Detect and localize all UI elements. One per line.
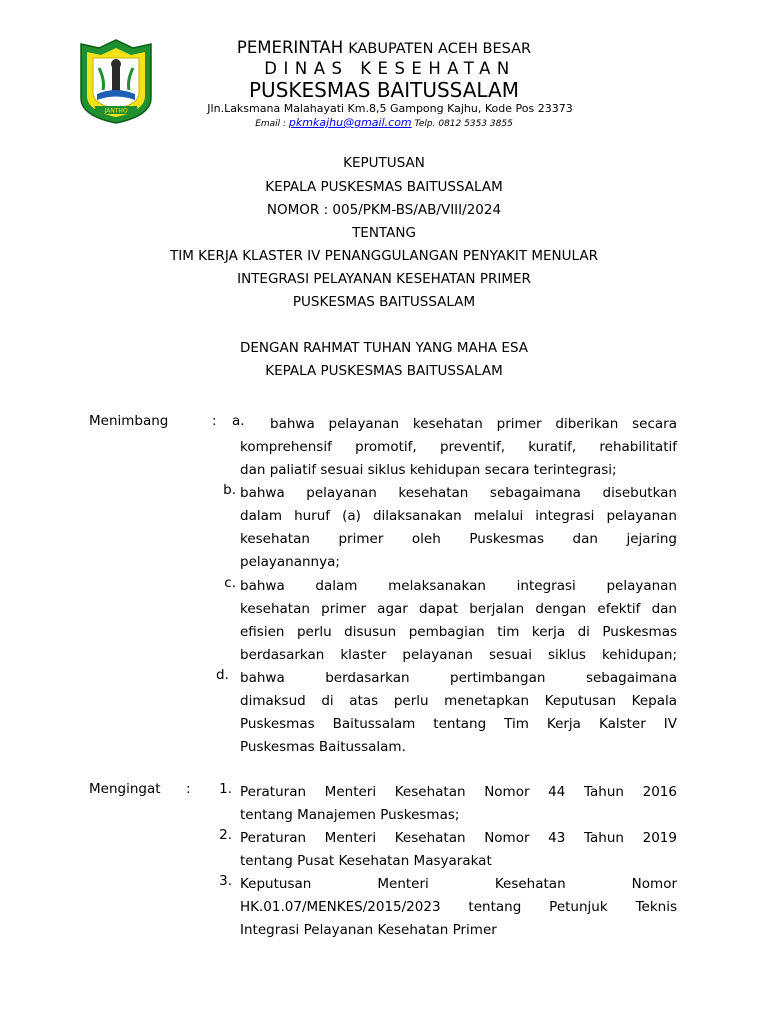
menimbang-label: Menimbang	[89, 413, 169, 429]
header-line-1	[0, 38, 768, 57]
menimbang-b-line-4: pelayanannya;	[240, 554, 340, 570]
menimbang-item-d	[240, 667, 677, 759]
mengingat-3-line-3: Integrasi Pelayanan Kesehatan Primer	[240, 922, 497, 938]
menimbang-c-line-4: berdasarkan klaster pelayanan sesuai siklus kehidupan;	[240, 647, 677, 663]
menimbang-b-line-2: dalam huruf (a) dilaksanakan melalui integrasi pelayanan	[240, 508, 677, 524]
menimbang-b-line-1: bahwa pelayanan kesehatan sebagaimana disebutkan	[240, 485, 677, 501]
phone-text: Telp. 0812 5353 3855	[411, 119, 513, 129]
header-contact	[0, 116, 768, 129]
header-kabupaten: KABUPATEN ACEH BESAR	[348, 41, 532, 57]
mengingat-item-1	[240, 781, 677, 827]
menimbang-a-line-2: komprehensif promotif, preventif, kuratif, rehabilitatif	[240, 439, 677, 455]
mengingat-num-2: 2.	[219, 827, 232, 843]
mengingat-2-line-2: tentang Pusat Kesehatan Masyarakat	[240, 853, 492, 869]
menimbang-item-a-cont	[240, 436, 677, 482]
mengingat-2-line-1: Peraturan Menteri Kesehatan Nomor 43 Tahun 2019	[240, 830, 677, 846]
header-pemerintah: PEMERINTAH	[236, 38, 344, 57]
email-link[interactable]: pkmkajhu@gmail.com	[288, 116, 412, 129]
title-keputusan: KEPUTUSAN	[343, 155, 425, 171]
menimbang-item-c	[240, 575, 677, 667]
menimbang-d-line-1: bahwa berdasarkan pertimbangan sebagaimana	[240, 670, 677, 686]
mengingat-item-2	[240, 827, 677, 873]
svg-text:JANTHO: JANTHO	[104, 107, 128, 115]
mengingat-num-1: 1.	[219, 781, 232, 797]
title-tentang: TENTANG	[352, 225, 416, 241]
menimbang-a-line-1: bahwa pelayanan kesehatan primer diberikan secara	[270, 416, 677, 432]
menimbang-d-line-3: Puskesmas Baitussalam tentang Tim Kerja Kalster IV	[240, 716, 677, 732]
menimbang-c-line-1: bahwa dalam melaksanakan integrasi pelayanan	[240, 578, 677, 594]
mengingat-num-3: 3.	[219, 873, 232, 889]
menimbang-num-d: d.	[216, 667, 229, 683]
mengingat-item-3	[240, 873, 677, 942]
menimbang-num-c: c.	[224, 575, 236, 591]
header-puskesmas: PUSKESMAS BAITUSSALAM	[249, 78, 519, 102]
title-rahmat: DENGAN RAHMAT TUHAN YANG MAHA ESA	[239, 340, 529, 356]
menimbang-colon: :	[212, 413, 217, 429]
mengingat-3-line-2: HK.01.07/MENKES/2015/2023 tentang Petunjuk Teknis	[240, 899, 677, 915]
menimbang-d-line-4: Puskesmas Baitussalam.	[240, 739, 406, 755]
title-integrasi: INTEGRASI PELAYANAN KESEHATAN PRIMER	[237, 271, 531, 287]
email-label: Email :	[255, 119, 289, 129]
title-tim-kerja: TIM KERJA KLASTER IV PENANGGULANGAN PENYAKIT MENULAR	[170, 248, 598, 264]
header-dinas: DINAS KESEHATAN	[264, 59, 516, 78]
mengingat-1-line-1: Peraturan Menteri Kesehatan Nomor 44 Tahun 2016	[240, 784, 677, 800]
menimbang-item-b	[240, 482, 677, 574]
mengingat-3-line-1: Keputusan Menteri Kesehatan Nomor	[240, 876, 677, 892]
title-kepala: KEPALA PUSKESMAS BAITUSSALAM	[265, 179, 503, 195]
mengingat-1-line-2: tentang Manajemen Puskesmas;	[240, 807, 460, 823]
mengingat-label: Mengingat	[89, 781, 161, 797]
menimbang-item-a	[270, 413, 677, 436]
menimbang-d-line-2: dimaksud di atas perlu menetapkan Keputusan Kepala	[240, 693, 677, 709]
mengingat-colon: :	[186, 781, 191, 797]
menimbang-b-line-3: kesehatan primer oleh Puskesmas dan jejaring	[240, 531, 677, 547]
header-address: Jln.Laksmana Malahayati Km.8,5 Gampong Kajhu, Kode Pos 23373	[207, 102, 573, 115]
menimbang-c-line-3: efisien perlu disusun pembagian tim kerja di Puskesmas	[240, 624, 677, 640]
title-kepala-2: KEPALA PUSKESMAS BAITUSSALAM	[265, 363, 503, 379]
menimbang-c-line-2: kesehatan primer agar dapat berjalan dengan efektif dan	[240, 601, 677, 617]
menimbang-num-a: a.	[232, 413, 245, 429]
menimbang-a-line-3: dan paliatif sesuai siklus kehidupan secara terintegrasi;	[240, 462, 617, 478]
menimbang-num-b: b.	[223, 482, 236, 498]
title-puskesmas: PUSKESMAS BAITUSSALAM	[292, 294, 476, 310]
title-nomor: NOMOR : 005/PKM-BS/AB/VIII/2024	[266, 202, 502, 218]
